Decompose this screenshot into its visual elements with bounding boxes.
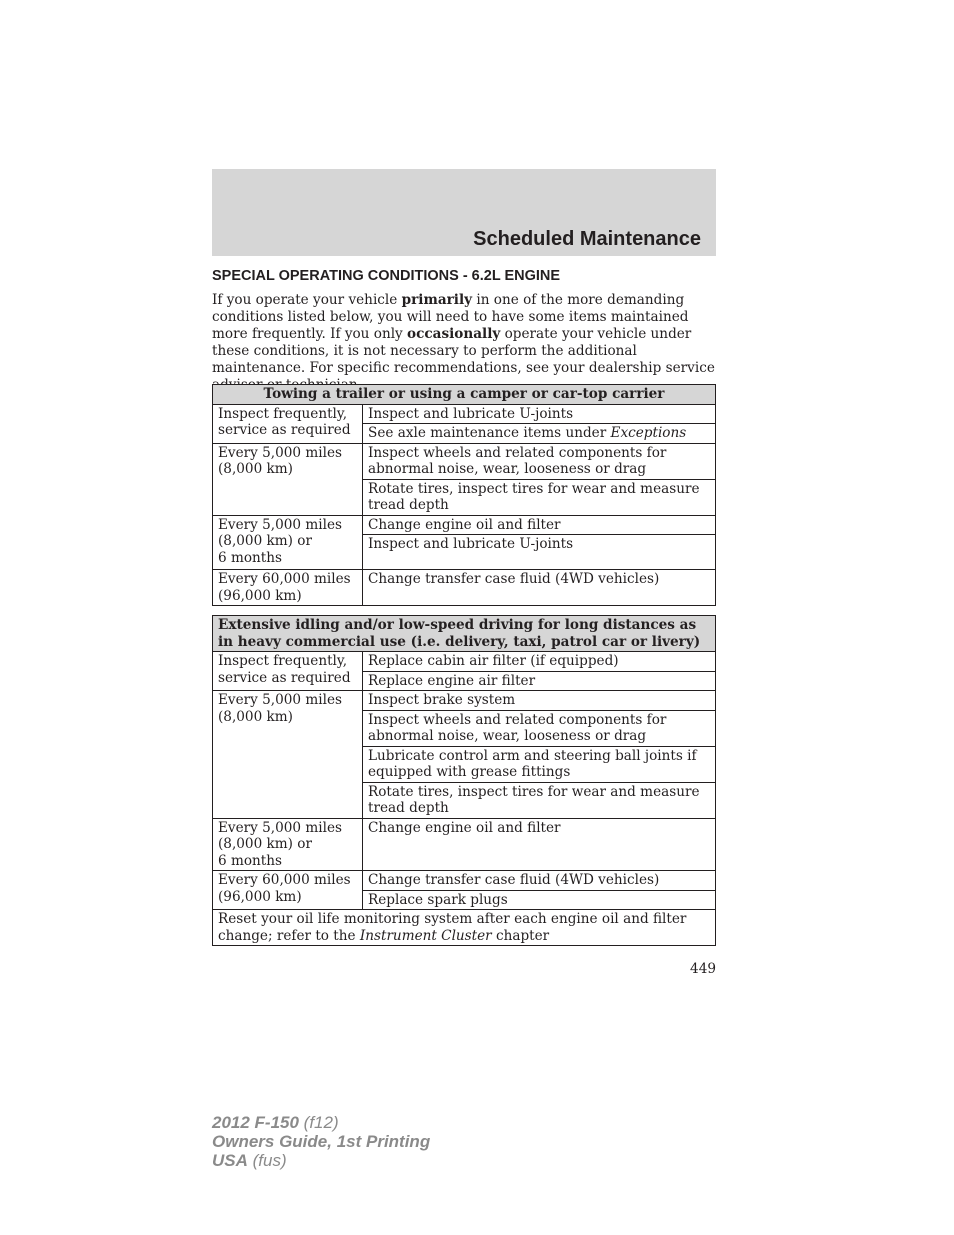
towing-maintenance-table (212, 384, 716, 606)
note-tail: chapter (491, 927, 550, 944)
service-cell: Inspect wheels and related components for abnormal noise, wear, looseness or drag (363, 710, 716, 746)
interval-cell: Every 60,000 miles (96,000 km) (213, 570, 363, 606)
idling-table-header: Extensive idling and/or low-speed driving for long distances as in heavy commercial use (i.e. delivery, taxi, patrol car or livery) (213, 616, 716, 652)
section-title: SPECIAL OPERATING CONDITIONS - 6.2L ENGINE (212, 268, 561, 284)
service-text: See axle maintenance items under (368, 425, 611, 441)
service-cell: Inspect wheels and related components for abnormal noise, wear, looseness or drag (363, 443, 716, 479)
service-cell: Replace spark plugs (363, 890, 716, 910)
table-row (213, 570, 716, 606)
footer-model: 2012 F-150 (212, 1113, 299, 1132)
service-cell: Inspect and lubricate U-joints (363, 404, 716, 424)
interval-line: (8,000 km) or (218, 533, 312, 549)
towing-table-header: Towing a trailer or using a camper or car-top carrier (213, 385, 716, 405)
intro-text-3: operate your vehicle under these conditions, it is not necessary to perform the additional maintenance. For specific recommendations, see your dealership service (212, 326, 715, 376)
footer-region: USA (212, 1151, 248, 1170)
page-number: 449 (690, 961, 716, 977)
table-row (213, 443, 716, 479)
oil-reset-note (213, 910, 716, 946)
exceptions-reference: Exceptions (610, 425, 687, 441)
interval-cell (213, 515, 363, 570)
table-row (213, 871, 716, 891)
service-cell: Lubricate control arm and steering ball joints if equipped with grease fittings (363, 746, 716, 782)
header-band (212, 169, 716, 256)
table-row (213, 652, 716, 672)
service-cell (363, 424, 716, 444)
interval-cell: Every 60,000 miles (96,000 km) (213, 871, 363, 910)
footer-line-guide: Owners Guide, 1st Printing (212, 1132, 431, 1151)
footer-model-code: (f12) (298, 1113, 339, 1132)
interval-line: 6 months (218, 852, 282, 869)
interval-line: (8,000 km) or (218, 836, 312, 852)
service-cell: Change engine oil and filter (363, 818, 716, 871)
footer-line-region (212, 1151, 430, 1170)
service-cell: Replace cabin air filter (if equipped) (363, 652, 716, 672)
intro-text-1: If you operate your vehicle (212, 292, 402, 308)
interval-cell: Every 5,000 miles (8,000 km) (213, 443, 363, 515)
service-cell: Inspect brake system (363, 691, 716, 711)
instrument-cluster-reference: Instrument Cluster (359, 927, 492, 944)
intro-bold-primarily: primarily (401, 292, 473, 308)
interval-line: Every 5,000 miles (218, 819, 342, 836)
footer-imprint (212, 1113, 430, 1170)
note-text: Reset your oil life monitoring system after each engine oil and filter change; refer to the (218, 911, 687, 944)
idling-maintenance-table (212, 615, 716, 946)
footer-line-model (212, 1113, 430, 1132)
table-row (213, 910, 716, 946)
interval-cell: Inspect frequently, service as required (213, 404, 363, 443)
interval-cell: Every 5,000 miles (8,000 km) (213, 691, 363, 819)
table-header-row (213, 616, 716, 652)
table-row (213, 691, 716, 711)
service-cell: Replace engine air filter (363, 671, 716, 691)
service-cell: Rotate tires, inspect tires for wear and measure tread depth (363, 782, 716, 818)
service-cell: Change engine oil and filter (363, 515, 716, 535)
table-row (213, 515, 716, 535)
service-cell: Change transfer case fluid (4WD vehicles) (363, 570, 716, 606)
intro-text-2: in one of the more demanding conditions listed below, you will need to have some items maintained more frequently. If you only (212, 292, 689, 342)
intro-paragraph (212, 292, 716, 394)
table-row (213, 818, 716, 871)
interval-line: Every 5,000 miles (218, 516, 342, 533)
service-cell: Rotate tires, inspect tires for wear and measure tread depth (363, 479, 716, 515)
interval-cell: Inspect frequently, service as required (213, 652, 363, 691)
service-cell: Change transfer case fluid (4WD vehicles) (363, 871, 716, 891)
interval-cell (213, 818, 363, 871)
table-header-row (213, 385, 716, 405)
footer-region-code: (fus) (247, 1151, 287, 1170)
interval-line: 6 months (218, 549, 282, 566)
table-row (213, 404, 716, 424)
intro-bold-occasionally: occasionally (407, 326, 501, 342)
service-cell: Inspect and lubricate U-joints (363, 535, 716, 570)
chapter-title: Scheduled Maintenance (473, 228, 701, 250)
